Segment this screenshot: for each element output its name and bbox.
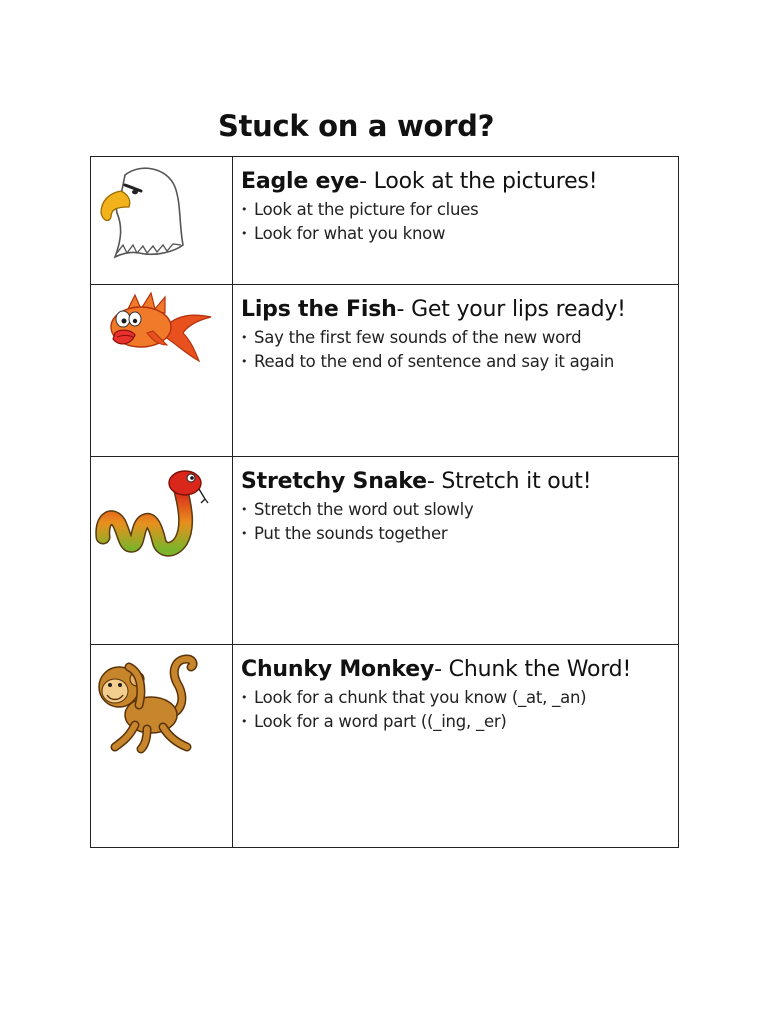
strategy-heading bbox=[241, 167, 678, 197]
tip-item: • Say the first few sounds of the new word bbox=[241, 326, 678, 350]
strategy-table bbox=[90, 156, 679, 848]
strategy-heading bbox=[241, 467, 678, 497]
snake-icon bbox=[95, 461, 215, 561]
tip-list bbox=[241, 326, 678, 374]
strategy-action: - Stretch it out! bbox=[426, 469, 592, 494]
strategy-text-cell bbox=[233, 285, 679, 457]
strategy-name: Eagle eye bbox=[241, 169, 360, 194]
strategy-heading bbox=[241, 295, 678, 325]
tip-item: • Look for what you know bbox=[241, 222, 678, 246]
tip-item: • Look at the picture for clues bbox=[241, 198, 678, 222]
tip-item: • Put the sounds together bbox=[241, 522, 678, 546]
strategy-row-eagle bbox=[91, 157, 679, 285]
strategy-name: Lips the Fish bbox=[241, 297, 397, 322]
tip-item: • Stretch the word out slowly bbox=[241, 498, 678, 522]
strategy-row-snake bbox=[91, 457, 679, 645]
strategy-action: - Look at the pictures! bbox=[359, 169, 598, 194]
strategy-heading bbox=[241, 655, 678, 685]
strategy-action: - Chunk the Word! bbox=[434, 657, 632, 682]
tip-list bbox=[241, 498, 678, 546]
strategy-row-monkey bbox=[91, 645, 679, 848]
tip-list bbox=[241, 686, 678, 734]
strategy-name: Stretchy Snake bbox=[241, 469, 427, 494]
tip-item: • Look for a word part ((_ing, _er) bbox=[241, 710, 678, 734]
tip-list bbox=[241, 198, 678, 246]
strategy-text-cell bbox=[233, 457, 679, 645]
strategy-picture-cell bbox=[91, 457, 233, 645]
fish-icon bbox=[95, 289, 215, 369]
strategy-text-cell bbox=[233, 645, 679, 848]
strategy-name: Chunky Monkey bbox=[241, 657, 435, 682]
tip-item: • Read to the end of sentence and say it again bbox=[241, 350, 678, 374]
strategy-text-cell bbox=[233, 157, 679, 285]
monkey-icon bbox=[95, 649, 205, 759]
strategy-action: - Get your lips ready! bbox=[396, 297, 626, 322]
page-title: Stuck on a word? bbox=[218, 109, 495, 143]
strategy-row-fish bbox=[91, 285, 679, 457]
strategy-picture-cell bbox=[91, 285, 233, 457]
tip-item: • Look for a chunk that you know (_at, _an) bbox=[241, 686, 678, 710]
strategy-picture-cell bbox=[91, 645, 233, 848]
eagle-icon bbox=[95, 161, 185, 261]
strategy-picture-cell bbox=[91, 157, 233, 285]
